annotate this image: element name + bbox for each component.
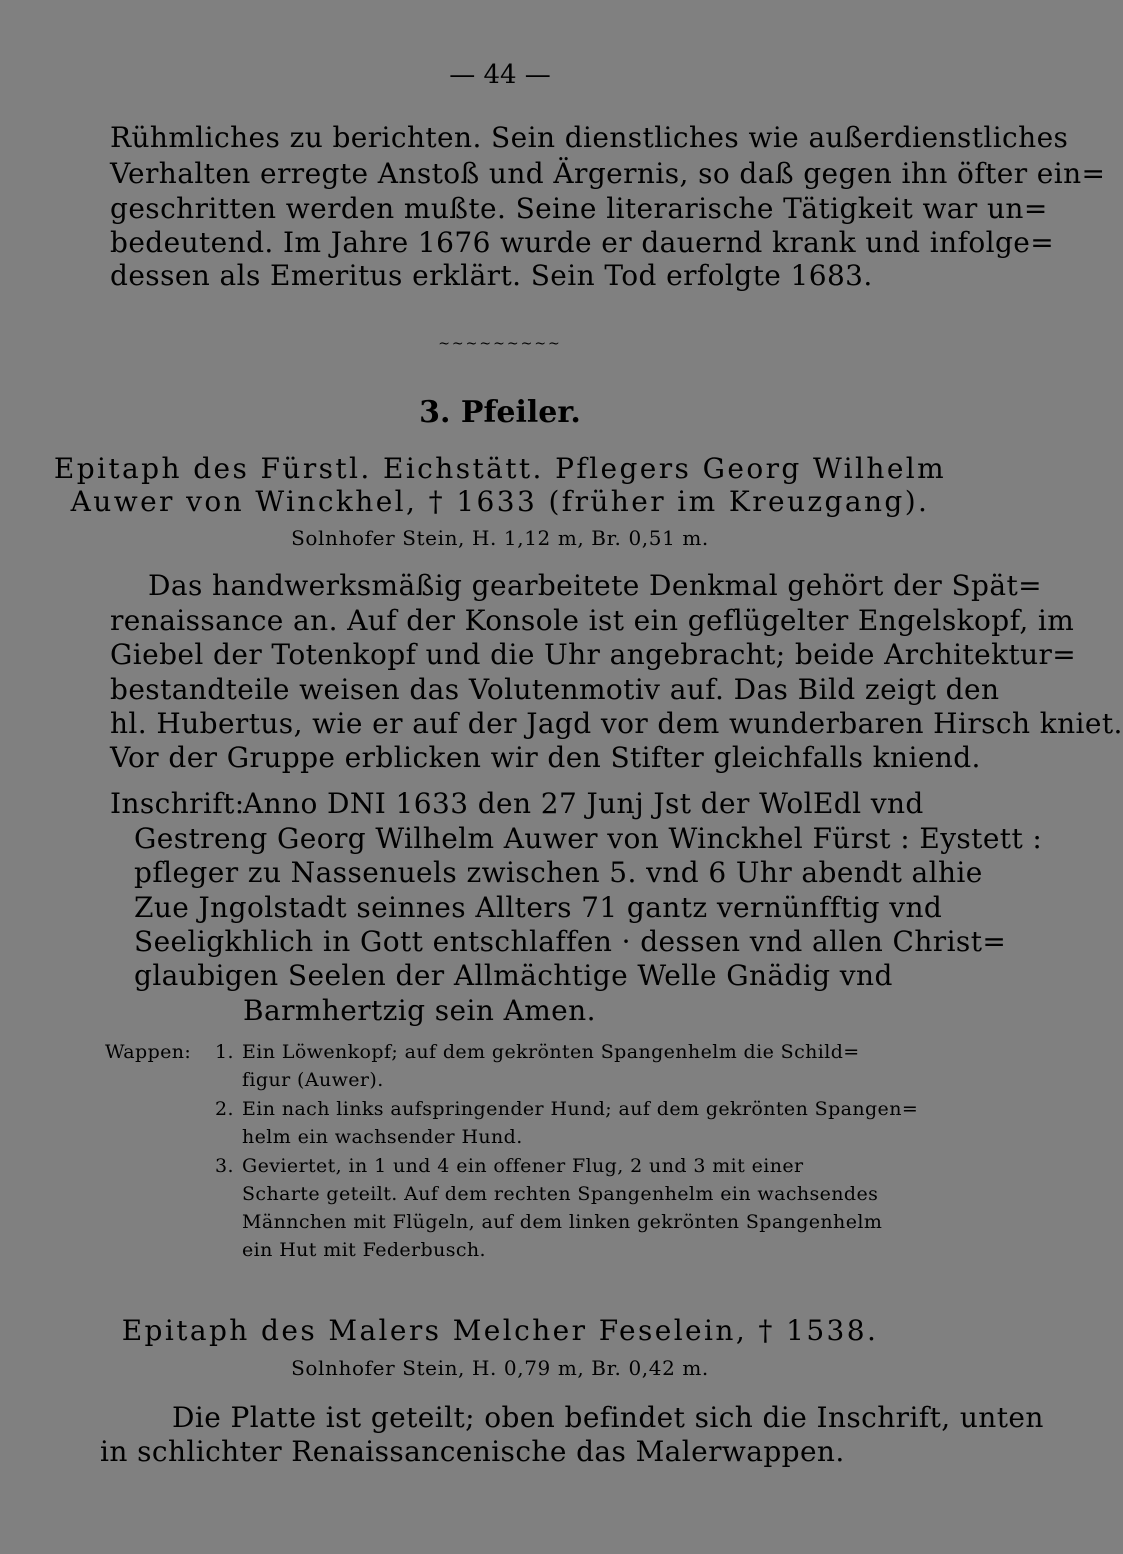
epitaph-title-line: Auwer von Winckhel, † 1633 (früher im Kreuzgang). — [70, 485, 930, 518]
wappen-item-line: helm ein wachsender Hund. — [242, 1126, 523, 1148]
intro-line: dessen als Emeritus erklärt. Sein Tod erfolgte 1683. — [110, 259, 873, 292]
wappen-item-line: Ein Löwenkopf; auf dem gekrönten Spangenhelm die Schild= — [242, 1041, 860, 1063]
inscription-line: pfleger zu Nassenuels zwischen 5. vnd 6 Uhr abendt alhie — [134, 856, 983, 889]
wappen-item-line: Scharte geteilt. Auf dem rechten Spangenhelm ein wachsendes — [242, 1183, 879, 1205]
epitaph-material: Solnhofer Stein, H. 1,12 m, Br. 0,51 m. — [291, 526, 709, 550]
intro-line: Verhalten erregte Anstoß und Ärgernis, so daß gegen ihn öfter ein= — [110, 157, 1106, 190]
description-line: in schlichter Renaissancenische das Malerwappen. — [100, 1435, 845, 1468]
wappen-item-line: Männchen mit Flügeln, auf dem linken gekrönten Spangenhelm — [242, 1211, 883, 1233]
wappen-item-number: 1. — [215, 1041, 234, 1063]
description-line: hl. Hubertus, wie er auf der Jagd vor dem wunderbaren Hirsch kniet. — [110, 707, 1123, 740]
inscription-label: Inschrift: — [110, 787, 245, 820]
wappen-item-line: figur (Auwer). — [242, 1069, 384, 1091]
wappen-item-line: Ein nach links aufspringender Hund; auf dem gekrönten Spangen= — [242, 1098, 919, 1120]
description-line: Die Platte ist geteilt; oben befindet sich die Inschrift, unten — [172, 1401, 1044, 1434]
inscription-line: Seeligkhlich in Gott entschlaffen · dessen vnd allen Christ= — [134, 925, 1007, 958]
wappen-item-line: Geviertet, in 1 und 4 ein offener Flug, 2 und 3 mit einer — [242, 1155, 804, 1177]
divider-ornament: ~~~~~~~~~ — [438, 336, 562, 352]
inscription-line: Gestreng Georg Wilhelm Auwer von Winckhel Fürst : Eystett : — [134, 822, 1043, 855]
epitaph-material: Solnhofer Stein, H. 0,79 m, Br. 0,42 m. — [291, 1356, 709, 1380]
inscription-line: Zue Jngolstadt seinnes Allters 71 gantz vernünfftig vnd — [134, 891, 943, 924]
description-line: Vor der Gruppe erblicken wir den Stifter gleichfalls kniend. — [110, 741, 981, 774]
wappen-item-number: 2. — [215, 1098, 234, 1120]
epitaph-title-line: Epitaph des Fürstl. Eichstätt. Pflegers Georg Wilhelm — [53, 452, 947, 485]
description-line: bestandteile weisen das Volutenmotiv auf. Das Bild zeigt den — [110, 673, 1000, 706]
intro-line: geschritten werden mußte. Seine literarische Tätigkeit war un= — [110, 192, 1048, 225]
inscription-line: glaubigen Seelen der Allmächtige Welle Gnädig vnd — [134, 959, 893, 992]
page-number: — 44 — — [449, 60, 551, 90]
description-line: Giebel der Totenkopf und die Uhr angebracht; beide Architektur= — [110, 638, 1077, 671]
wappen-item-number: 3. — [215, 1155, 234, 1177]
section-heading: 3. Pfeiler. — [419, 395, 581, 430]
wappen-item-line: ein Hut mit Federbusch. — [242, 1239, 486, 1261]
intro-line: bedeutend. Im Jahre 1676 wurde er dauernd krank und infolge= — [110, 226, 1055, 259]
epitaph-title-line: Epitaph des Malers Melcher Feselein, † 1538. — [121, 1314, 879, 1347]
description-line: renaissance an. Auf der Konsole ist ein geflügelter Engelskopf, im — [110, 604, 1075, 637]
intro-line: Rühmliches zu berichten. Sein dienstliches wie außerdienstliches — [110, 121, 1069, 154]
inscription-line: Barmhertzig sein Amen. — [243, 994, 596, 1027]
description-line: Das handwerksmäßig gearbeitete Denkmal gehört der Spät= — [148, 569, 1042, 602]
inscription-line: Anno DNI 1633 den 27 Junj Jst der WolEdl vnd — [243, 787, 924, 820]
wappen-label: Wappen: — [105, 1041, 192, 1063]
